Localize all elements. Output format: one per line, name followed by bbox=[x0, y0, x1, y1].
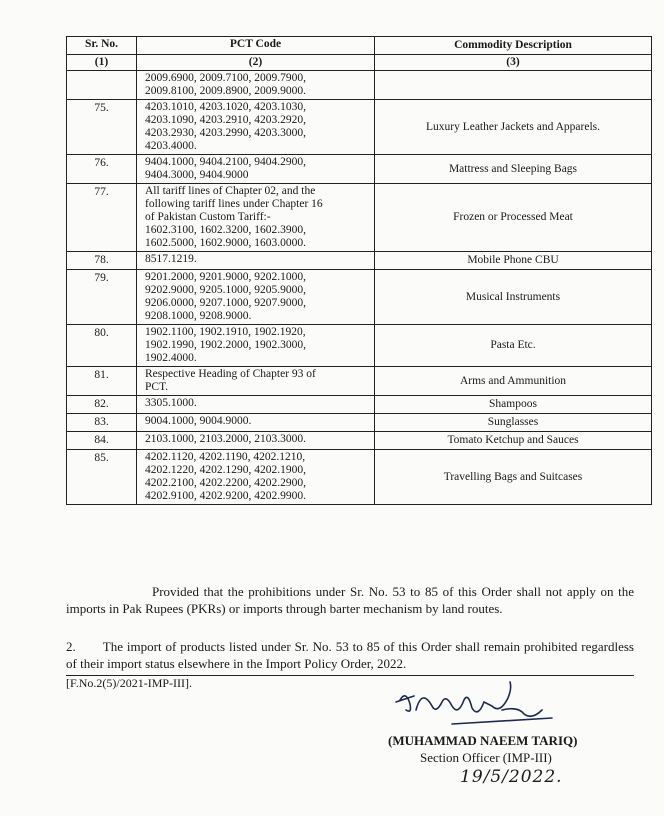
signature-date: 19/5/2022. bbox=[460, 767, 563, 787]
table-row bbox=[67, 184, 652, 252]
row-sr-no bbox=[67, 71, 137, 100]
row-sr-no: 76. bbox=[67, 155, 137, 184]
row-commodity-description: Arms and Ammunition bbox=[375, 367, 652, 396]
row-sr-no: 83. bbox=[67, 414, 137, 432]
row-commodity-description: Sunglasses bbox=[375, 414, 652, 432]
pct-code-line: of Pakistan Custom Tariff:- bbox=[145, 211, 271, 223]
paragraph-2-text: The import of products listed under Sr. No. 53 to 85 of this Order shall remain prohibited regardless of their import status elsewhere in the Import Policy Order, 2022. bbox=[66, 639, 634, 671]
row-sr-no: 81. bbox=[67, 367, 137, 396]
row-pct-codes bbox=[137, 71, 375, 100]
row-pct-codes bbox=[137, 155, 375, 184]
pct-code-line: 1902.1990, 1902.2000, 1902.3000, bbox=[145, 339, 306, 351]
row-pct-codes bbox=[137, 184, 375, 252]
pct-code-line: 4203.4000. bbox=[145, 140, 197, 152]
row-commodity-description: Mobile Phone CBU bbox=[375, 252, 652, 270]
row-sr-no: 79. bbox=[67, 270, 137, 325]
pct-code-line: 1602.5000, 1602.9000, 1603.0000. bbox=[145, 237, 306, 249]
handwritten-signature bbox=[392, 680, 562, 732]
row-sr-no: 77. bbox=[67, 184, 137, 252]
table-row bbox=[67, 71, 652, 100]
row-pct-codes bbox=[137, 325, 375, 367]
table-column-number-row bbox=[67, 55, 652, 71]
pct-code-line: 1902.1100, 1902.1910, 1902.1920, bbox=[145, 326, 306, 338]
pct-code-line: 9202.9000, 9205.1000, 9205.9000, bbox=[145, 284, 306, 296]
row-commodity-description: Tomato Ketchup and Sauces bbox=[375, 432, 652, 450]
pct-code-line: 4202.1120, 4202.1190, 4202.1210, bbox=[145, 451, 306, 463]
row-pct-codes bbox=[137, 396, 375, 414]
row-pct-codes bbox=[137, 252, 375, 270]
header-pct-code: PCT Code bbox=[137, 37, 375, 55]
pct-code-line: 4203.1010, 4203.1020, 4203.1030, bbox=[145, 101, 306, 113]
table-row bbox=[67, 450, 652, 505]
pct-code-line: following tariff lines under Chapter 16 bbox=[145, 198, 323, 210]
pct-code-line: 9404.3000, 9404.9000 bbox=[145, 169, 249, 181]
row-commodity-description: Musical Instruments bbox=[375, 270, 652, 325]
pct-code-line: Respective Heading of Chapter 93 of bbox=[145, 368, 316, 380]
pct-code-line: 9404.1000, 9404.2100, 9404.2900, bbox=[145, 156, 306, 168]
table-row bbox=[67, 432, 652, 450]
row-commodity-description: Travelling Bags and Suitcases bbox=[375, 450, 652, 505]
table-row bbox=[67, 252, 652, 270]
row-commodity-description bbox=[375, 71, 652, 100]
row-commodity-description: Shampoos bbox=[375, 396, 652, 414]
row-pct-codes bbox=[137, 270, 375, 325]
pct-code-line: PCT. bbox=[145, 381, 169, 393]
pct-code-line: 4203.1090, 4203.2910, 4203.2920, bbox=[145, 114, 306, 126]
row-pct-codes bbox=[137, 367, 375, 396]
col-number-1: (1) bbox=[67, 55, 137, 71]
table-row bbox=[67, 270, 652, 325]
row-pct-codes bbox=[137, 432, 375, 450]
pct-code-line: 2103.1000, 2103.2000, 2103.3000. bbox=[145, 433, 306, 445]
pct-code-line: 4202.9100, 4202.9200, 4202.9900. bbox=[145, 490, 306, 502]
row-sr-no: 75. bbox=[67, 100, 137, 155]
header-sr-no: Sr. No. bbox=[67, 37, 137, 55]
row-pct-codes bbox=[137, 414, 375, 432]
pct-code-line: 1902.4000. bbox=[145, 352, 197, 364]
signatory-title: Section Officer (IMP-III) bbox=[420, 750, 552, 765]
proviso-paragraph bbox=[66, 583, 634, 617]
row-commodity-description: Luxury Leather Jackets and Apparels. bbox=[375, 100, 652, 155]
pct-code-line: 2009.8100, 2009.8900, 2009.9000. bbox=[145, 85, 306, 97]
row-sr-no: 84. bbox=[67, 432, 137, 450]
col-number-2: (2) bbox=[137, 55, 375, 71]
prohibited-items-table bbox=[66, 36, 652, 505]
pct-code-line: All tariff lines of Chapter 02, and the bbox=[145, 185, 316, 197]
row-sr-no: 82. bbox=[67, 396, 137, 414]
table-header-row bbox=[67, 37, 652, 55]
signatory-name: (MUHAMMAD NAEEM TARIQ) bbox=[388, 733, 578, 748]
row-pct-codes bbox=[137, 450, 375, 505]
pct-code-line: 3305.1000. bbox=[145, 397, 197, 409]
row-sr-no: 78. bbox=[67, 252, 137, 270]
table-row bbox=[67, 414, 652, 432]
pct-code-line: 9206.0000, 9207.1000, 9207.9000, bbox=[145, 297, 306, 309]
pct-code-line: 8517.1219. bbox=[145, 253, 197, 265]
row-commodity-description: Frozen or Processed Meat bbox=[375, 184, 652, 252]
paragraph-2 bbox=[66, 638, 634, 672]
table-row bbox=[67, 100, 652, 155]
pct-code-line: 9004.1000, 9004.9000. bbox=[145, 415, 252, 427]
table-row bbox=[67, 367, 652, 396]
pct-code-line: 9208.1000, 9208.9000. bbox=[145, 310, 252, 322]
header-commodity-description: Commodity Description bbox=[375, 37, 652, 55]
row-pct-codes bbox=[137, 100, 375, 155]
pct-code-line: 4202.1220, 4202.1290, 4202.1900, bbox=[145, 464, 306, 476]
pct-code-line: 9201.2000, 9201.9000, 9202.1000, bbox=[145, 271, 306, 283]
row-commodity-description: Mattress and Sleeping Bags bbox=[375, 155, 652, 184]
paragraph-2-number: 2. bbox=[66, 639, 76, 654]
row-sr-no: 80. bbox=[67, 325, 137, 367]
table-row bbox=[67, 155, 652, 184]
table-row bbox=[67, 325, 652, 367]
row-commodity-description: Pasta Etc. bbox=[375, 325, 652, 367]
pct-code-line: 2009.6900, 2009.7100, 2009.7900, bbox=[145, 72, 306, 84]
table-body bbox=[67, 71, 652, 505]
proviso-text: Provided that the prohibitions under Sr. No. 53 to 85 of this Order shall not apply on the imports in Pak Rupees (PKRs) or imports through barter mechanism by land routes. bbox=[66, 584, 634, 616]
pct-code-line: 4202.2100, 4202.2200, 4202.2900, bbox=[145, 477, 306, 489]
col-number-3: (3) bbox=[375, 55, 652, 71]
pct-code-line: 1602.3100, 1602.3200, 1602.3900, bbox=[145, 224, 306, 236]
row-sr-no: 85. bbox=[67, 450, 137, 505]
file-reference: [F.No.2(5)/2021-IMP-III]. bbox=[66, 676, 193, 690]
table-row bbox=[67, 396, 652, 414]
pct-code-line: 4203.2930, 4203.2990, 4203.3000, bbox=[145, 127, 306, 139]
